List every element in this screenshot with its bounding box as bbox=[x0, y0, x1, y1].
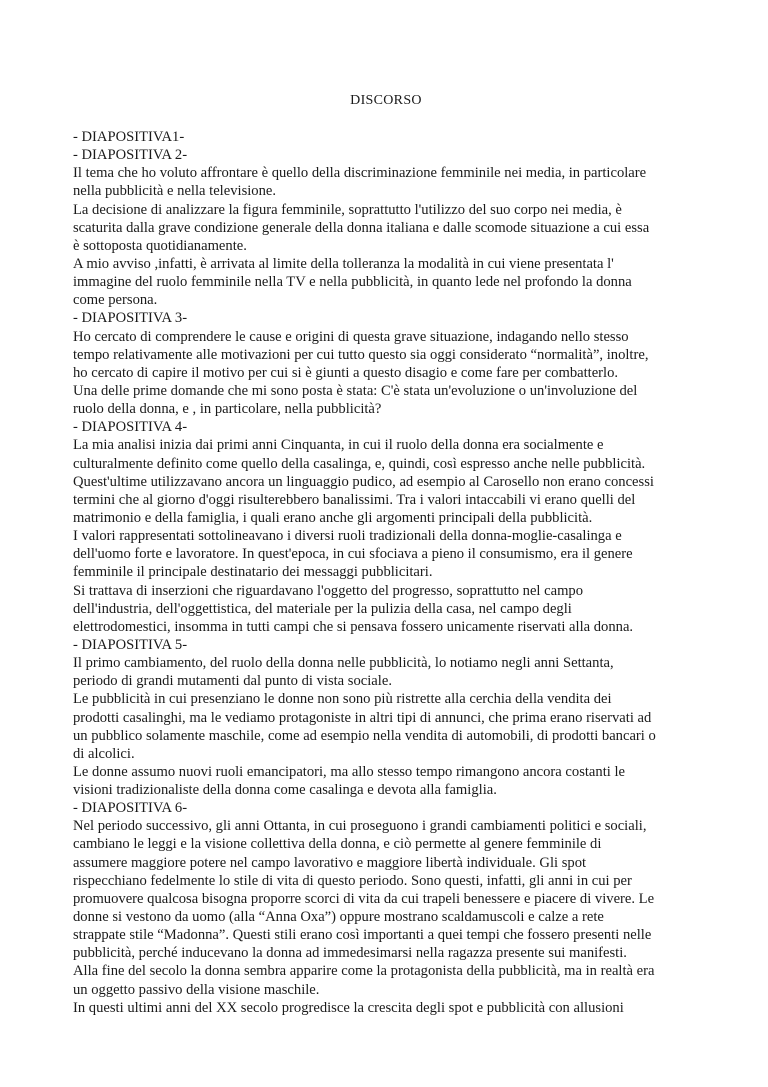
text-line: immagine del ruolo femminile nella TV e nella pubblicità, in quanto lede nel profondo la donna bbox=[73, 274, 632, 291]
text-line: femminile il principale destinatario dei messaggi pubblicitari. bbox=[73, 564, 433, 581]
text-line: In questi ultimi anni del XX secolo progredisce la crescita degli spot e pubblicità con allusioni bbox=[73, 999, 624, 1016]
text-line: tempo relativamente alle motivazioni per cui tutto questo sia oggi considerato “normalità”, inoltre, bbox=[73, 346, 649, 363]
text-line: donne si vestono da uomo (alla “Anna Oxa”) oppure mostrano scaldamuscoli e calze a rete bbox=[73, 909, 604, 926]
text-line: Le donne assumo nuovi ruoli emancipatori, ma allo stesso tempo rimangono ancora costanti le bbox=[73, 763, 625, 780]
text-line: Il primo cambiamento, del ruolo della donna nelle pubblicità, lo notiamo negli anni Settanta, bbox=[73, 655, 614, 672]
text-line: culturalmente definito come quello della casalinga, e, quindi, così espresso anche nelle pubblicità. bbox=[73, 455, 646, 472]
text-line: - DIAPOSITIVA 4- bbox=[73, 419, 188, 436]
text-line: termini che al giorno d'oggi risulterebbero banalissimi. Tra i valori intaccabili vi erano quelli del bbox=[73, 491, 636, 508]
text-line: Si trattava di inserzioni che riguardavano l'oggetto del progresso, soprattutto nel campo bbox=[73, 582, 584, 599]
text-line: Ho cercato di comprendere le cause e origini di questa grave situazione, indagando nello stesso bbox=[73, 328, 629, 345]
text-line: Le pubblicità in cui presenziano le donne non sono più ristrette alla cerchia della vendita dei bbox=[73, 691, 612, 708]
text-line: prodotti casalinghi, ma le vediamo protagoniste in altri tipi di annunci, che prima erano riservati ad bbox=[73, 709, 652, 726]
text-line: cambiano le leggi e la visione collettiva della donna, e ciò permette al genere femminile di bbox=[73, 836, 602, 853]
text-line: A mio avviso ,infatti, è arrivata al limite della tolleranza la modalità in cui viene presentata l' bbox=[73, 255, 614, 272]
text-line: La decisione di analizzare la figura femminile, soprattutto l'utilizzo del suo corpo nei media, è bbox=[73, 201, 622, 218]
text-line: matrimonio e della famiglia, i quali erano anche gli argomenti principali della pubblicità. bbox=[73, 509, 593, 526]
text-line: La mia analisi inizia dai primi anni Cinquanta, in cui il ruolo della donna era socialmente e bbox=[73, 437, 604, 454]
text-line: I valori rappresentati sottolineavano i diversi ruoli tradizionali della donna-moglie-casalinga e bbox=[73, 528, 622, 545]
text-line: ruolo della donna, e , in particolare, nella pubblicità? bbox=[73, 401, 382, 418]
text-line: - DIAPOSITIVA 3- bbox=[73, 310, 188, 327]
text-line: nella pubblicità e nella televisione. bbox=[73, 183, 277, 200]
text-line: - DIAPOSITIVA1- bbox=[73, 129, 185, 145]
text-line: visioni tradizionaliste della donna come casalinga e devota alla famiglia. bbox=[73, 782, 497, 799]
text-line: un pubblico solamente maschile, come ad esempio nella vendita di automobili, di prodotti bancari o bbox=[73, 727, 656, 744]
document-title-text: DISCORSO bbox=[350, 93, 422, 108]
text-line: promuovere qualcosa bisogna proporre scorci di vita da cui trapeli benessere e piacere di vivere. Le bbox=[73, 890, 655, 907]
text-line: strappate stile “Madonna”. Questi stili erano così importanti a quei tempi che fossero presenti nelle bbox=[73, 927, 652, 944]
text-line: assumere maggiore potere nel campo lavorativo e maggiore libertà individuale. Gli spot bbox=[73, 854, 587, 871]
text-line: elettrodomestici, insomma in tutti campi che si pensava fossero unicamente riservati alla donna. bbox=[73, 618, 634, 635]
text-line: pubblicità, perché inducevano la donna ad immedesimarsi nella ragazza presente sui manifesti. bbox=[73, 945, 627, 962]
text-line: come persona. bbox=[73, 292, 158, 309]
text-line: - DIAPOSITIVA 2- bbox=[73, 147, 188, 164]
text-line: Una delle prime domande che mi sono posta è stata: C'è stata un'evoluzione o un'involuzione del bbox=[73, 382, 638, 399]
text-line: periodo di grandi mutamenti dal punto di vista sociale. bbox=[73, 673, 392, 690]
text-line: è sottoposta quotidianamente. bbox=[73, 237, 247, 254]
text-line: - DIAPOSITIVA 6- bbox=[73, 800, 188, 817]
document-body bbox=[73, 128, 703, 1017]
text-line: - DIAPOSITIVA 5- bbox=[73, 636, 188, 653]
text-line: scaturita dalla grave condizione generale della donna italiana e dalle scomode situazione a cui essa bbox=[73, 219, 650, 236]
text-line: dell'uomo forte e lavoratore. In quest'epoca, in cui sfociava a pieno il consumismo, era il genere bbox=[73, 546, 633, 563]
text-line: un oggetto passivo della visione maschile. bbox=[73, 981, 320, 998]
text-line: di alcolici. bbox=[73, 745, 135, 762]
text-line: Il tema che ho voluto affrontare è quello della discriminazione femminile nei media, in particolare bbox=[73, 165, 647, 182]
document-title bbox=[0, 92, 768, 110]
text-line: Nel periodo successivo, gli anni Ottanta, in cui proseguono i grandi cambiamenti politici e sociali, bbox=[73, 818, 647, 835]
text-line: rispecchiano fedelmente lo stile di vita di questo periodo. Sono questi, infatti, gli anni in cui per bbox=[73, 872, 632, 889]
text-line: Quest'ultime utilizzavano ancora un linguaggio pudico, ad esempio al Carosello non erano concessi bbox=[73, 473, 654, 490]
text-line: ho cercato di capire il motivo per cui si è giunti a questo disagio e come fare per combatterlo. bbox=[73, 364, 619, 381]
text-line: dell'industria, dell'oggettistica, del materiale per la pulizia della casa, nel campo degli bbox=[73, 600, 572, 617]
text-line: Alla fine del secolo la donna sembra apparire come la protagonista della pubblicità, ma in realtà era bbox=[73, 963, 655, 980]
